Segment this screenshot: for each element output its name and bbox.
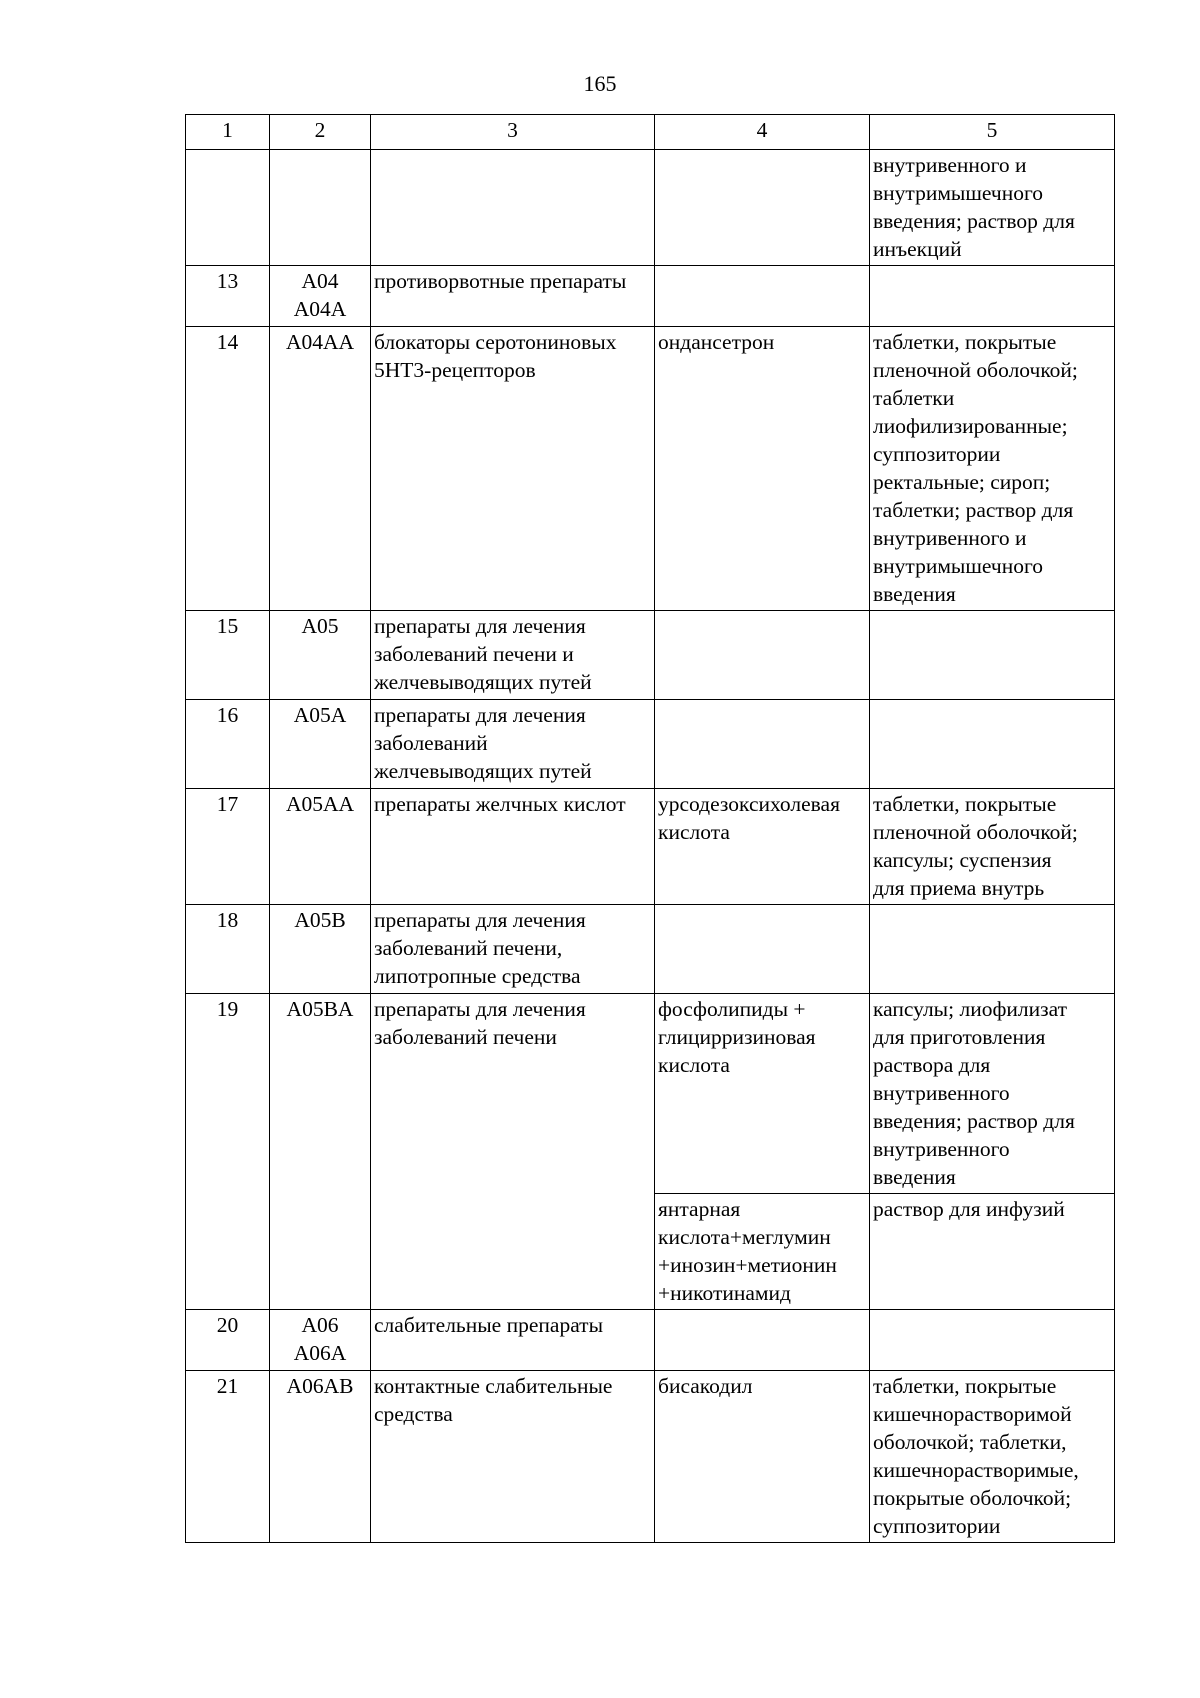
atc-code-cell xyxy=(270,266,371,327)
atc-code: A04A xyxy=(293,297,347,321)
group-name-cell xyxy=(371,327,655,611)
dosage-form: суппозитории xyxy=(873,442,1001,466)
group-name-cell xyxy=(371,700,655,789)
group-name-cell xyxy=(371,994,655,1310)
atc-code: A06AB xyxy=(286,1374,354,1398)
group-name-cell xyxy=(371,1310,655,1371)
substance-cell xyxy=(655,1310,870,1371)
dosage-form: для приема внутрь xyxy=(873,876,1045,900)
dosage-form: введения; раствор для xyxy=(873,1109,1075,1133)
group-name: препараты для лечения заболеваний печени xyxy=(374,997,586,1049)
table-row xyxy=(186,1310,1115,1371)
substance-cell xyxy=(655,905,870,994)
group-name: блокаторы серотониновых 5HT3-рецепторов xyxy=(374,330,617,382)
group-name-cell xyxy=(371,611,655,700)
group-name: противорвотные препараты xyxy=(374,269,627,293)
table-row xyxy=(186,700,1115,789)
row-number-cell xyxy=(186,327,270,611)
page-number: 165 xyxy=(583,71,617,96)
atc-code-cell xyxy=(270,789,371,905)
dosage-form: таблетки xyxy=(873,386,955,410)
group-name-cell xyxy=(371,1371,655,1543)
row-number: 19 xyxy=(216,997,239,1021)
column-number-5: 5 xyxy=(870,115,1115,150)
table-row xyxy=(186,611,1115,700)
atc-code-cell xyxy=(270,700,371,789)
dosage-form: внутривенного xyxy=(873,1137,1010,1161)
dosage-form: суппозитории xyxy=(873,1514,1001,1538)
dosage-form: таблетки, покрытые xyxy=(873,330,1057,354)
row-number: 21 xyxy=(216,1374,239,1398)
dosage-form: покрытые оболочкой; xyxy=(873,1486,1072,1510)
substance-cell xyxy=(655,611,870,700)
row-number: 13 xyxy=(216,269,239,293)
dosage-form: инъекций xyxy=(873,237,962,261)
dosage-form-cell xyxy=(870,327,1115,611)
atc-code: A04 xyxy=(301,269,339,293)
row-number: 18 xyxy=(216,908,239,932)
atc-code-cell xyxy=(270,994,371,1310)
row-number-cell xyxy=(186,150,270,266)
group-name: препараты для лечения заболеваний желчевыводящих путей xyxy=(374,703,592,783)
substance-cell xyxy=(655,994,870,1194)
table-row xyxy=(186,789,1115,905)
table-row xyxy=(186,1371,1115,1543)
substance-name: кислота xyxy=(658,1053,730,1077)
row-number: 20 xyxy=(216,1313,239,1337)
group-name: препараты для лечения заболеваний печени и желчевыводящих путей xyxy=(374,614,592,694)
substance-cell xyxy=(655,1194,870,1310)
substance-name: фосфолипиды + xyxy=(658,997,806,1021)
dosage-form: капсулы; суспензия xyxy=(873,848,1052,872)
dosage-form: внутривенного и xyxy=(873,526,1027,550)
dosage-form-cell xyxy=(870,905,1115,994)
group-name: слабительные препараты xyxy=(374,1313,604,1337)
substance-name: кислота+меглумин xyxy=(658,1225,831,1249)
dosage-form: пленочной оболочкой; xyxy=(873,358,1078,382)
row-number: 17 xyxy=(216,792,239,816)
row-number-cell xyxy=(186,789,270,905)
dosage-form-cell xyxy=(870,789,1115,905)
atc-code: A06 xyxy=(301,1313,339,1337)
substance-cell xyxy=(655,700,870,789)
table-row xyxy=(186,994,1115,1194)
row-number: 14 xyxy=(216,330,239,354)
dosage-form: для приготовления xyxy=(873,1025,1046,1049)
drug-table xyxy=(185,114,1115,1543)
column-number-2: 2 xyxy=(270,115,371,150)
row-number-cell xyxy=(186,994,270,1310)
dosage-form: лиофилизированные; xyxy=(873,414,1068,438)
dosage-form: внутривенного xyxy=(873,1081,1010,1105)
substance-cell xyxy=(655,789,870,905)
row-number-cell xyxy=(186,905,270,994)
group-name-cell xyxy=(371,905,655,994)
dosage-form: пленочной оболочкой; xyxy=(873,820,1078,844)
column-number-4: 4 xyxy=(655,115,870,150)
dosage-form: таблетки, покрытые xyxy=(873,792,1057,816)
substance-cell xyxy=(655,1371,870,1543)
dosage-form: оболочкой; таблетки, xyxy=(873,1430,1067,1454)
dosage-form-cell xyxy=(870,1194,1115,1310)
group-name-cell xyxy=(371,266,655,327)
dosage-form: внутримышечного xyxy=(873,181,1044,205)
row-number-cell xyxy=(186,1371,270,1543)
substance-name: бисакодил xyxy=(658,1374,753,1398)
atc-code-cell xyxy=(270,327,371,611)
row-number: 15 xyxy=(216,614,239,638)
column-number-3: 3 xyxy=(371,115,655,150)
row-number-cell xyxy=(186,700,270,789)
substance-name: глицирризиновая xyxy=(658,1025,816,1049)
row-number-cell xyxy=(186,611,270,700)
dosage-form-cell xyxy=(870,700,1115,789)
dosage-form-cell xyxy=(870,266,1115,327)
dosage-form: введения; раствор для xyxy=(873,209,1075,233)
dosage-form: раствор для инфузий xyxy=(873,1197,1065,1221)
substance-name: +никотинамид xyxy=(658,1281,791,1305)
dosage-form: ректальные; сироп; xyxy=(873,470,1051,494)
row-number-cell xyxy=(186,1310,270,1371)
dosage-form: кишечнорастворимые, xyxy=(873,1458,1079,1482)
table-row xyxy=(186,905,1115,994)
dosage-form: таблетки; раствор для xyxy=(873,498,1074,522)
dosage-form-cell xyxy=(870,1310,1115,1371)
substance-cell xyxy=(655,266,870,327)
substance-name: урсодезоксихолевая xyxy=(658,792,840,816)
atc-code-cell xyxy=(270,1371,371,1543)
dosage-form: внутримышечного xyxy=(873,554,1044,578)
group-name: препараты для лечения заболеваний печени, липотропные средства xyxy=(374,908,586,988)
dosage-form: внутривенного и xyxy=(873,153,1027,177)
group-name-cell xyxy=(371,789,655,905)
dosage-form: таблетки, покрытые xyxy=(873,1374,1057,1398)
table-body xyxy=(186,150,1115,1543)
atc-code: A05 xyxy=(301,614,339,638)
substance-name: +инозин+метионин xyxy=(658,1253,837,1277)
atc-code: A05AA xyxy=(285,792,355,816)
substance-name: ондансетрон xyxy=(658,330,775,354)
table-row xyxy=(186,327,1115,611)
column-number-row xyxy=(186,115,1115,150)
table-row xyxy=(186,150,1115,266)
substance-name: янтарная xyxy=(658,1197,741,1221)
row-number-cell xyxy=(186,266,270,327)
dosage-form: капсулы; лиофилизат xyxy=(873,997,1068,1021)
dosage-form: введения xyxy=(873,1165,956,1189)
group-name: контактные слабительные средства xyxy=(374,1374,613,1426)
dosage-form-cell xyxy=(870,994,1115,1194)
substance-name: кислота xyxy=(658,820,730,844)
substance-cell xyxy=(655,150,870,266)
row-number: 16 xyxy=(216,703,239,727)
atc-code-cell xyxy=(270,905,371,994)
atc-code-cell xyxy=(270,150,371,266)
substance-cell xyxy=(655,327,870,611)
dosage-form: введения xyxy=(873,582,956,606)
dosage-form: раствора для xyxy=(873,1053,991,1077)
dosage-form: кишечнорастворимой xyxy=(873,1402,1072,1426)
table-row xyxy=(186,266,1115,327)
group-name-cell xyxy=(371,150,655,266)
atc-code: A06A xyxy=(293,1341,347,1365)
dosage-form-cell xyxy=(870,1371,1115,1543)
atc-code: A05B xyxy=(294,908,346,932)
group-name: препараты желчных кислот xyxy=(374,792,626,816)
atc-code-cell xyxy=(270,611,371,700)
atc-code: A05A xyxy=(293,703,347,727)
column-number-1: 1 xyxy=(186,115,270,150)
atc-code: A05BA xyxy=(286,997,354,1021)
atc-code: A04AA xyxy=(285,330,355,354)
dosage-form-cell xyxy=(870,611,1115,700)
dosage-form-cell xyxy=(870,150,1115,266)
atc-code-cell xyxy=(270,1310,371,1371)
